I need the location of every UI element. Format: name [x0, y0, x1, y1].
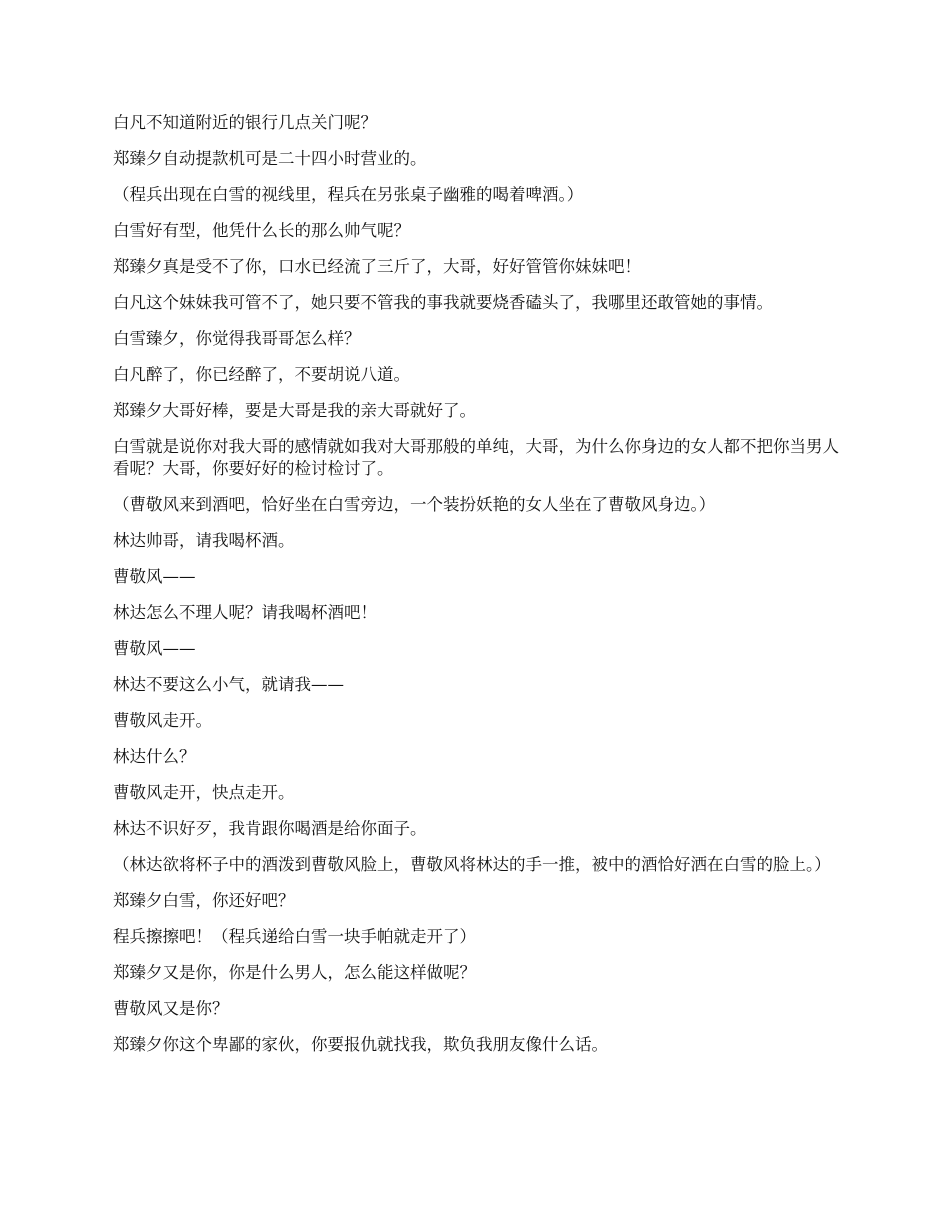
script-line: 郑臻夕白雪，你还好吧？: [113, 891, 295, 910]
script-line: 林达帅哥，请我喝杯酒。: [113, 531, 295, 550]
script-line: 曹敬风又是你？: [113, 999, 229, 1018]
script-line: 林达不识好歹，我肯跟你喝酒是给你面子。: [113, 819, 427, 838]
script-line: 郑臻夕你这个卑鄙的家伙，你要报仇就找我，欺负我朋友像什么话。: [113, 1035, 608, 1054]
script-line: 郑臻夕自动提款机可是二十四小时营业的。: [113, 149, 427, 168]
stage-direction: （曹敬风来到酒吧，恰好坐在白雪旁边，一个装扮妖艳的女人坐在了曹敬风身边。）: [113, 495, 716, 514]
script-line: 白凡不知道附近的银行几点关门呢？: [113, 113, 377, 132]
stage-direction: （程兵出现在白雪的视线里，程兵在另张桌子幽雅的喝着啤酒。）: [113, 185, 584, 204]
script-line: 郑臻夕大哥好棒，要是大哥是我的亲大哥就好了。: [113, 401, 476, 420]
script-line: 林达什么？: [113, 747, 196, 766]
script-line: 白雪好有型，他凭什么长的那么帅气呢？: [113, 221, 410, 240]
script-line: 郑臻夕真是受不了你，口水已经流了三斤了，大哥，好好管管你妹妹吧！: [113, 257, 641, 276]
script-line: 白凡这个妹妹我可管不了，她只要不管我的事我就要烧香磕头了，我哪里还敢管她的事情。: [113, 293, 773, 312]
script-line: 曹敬风——: [113, 639, 196, 658]
script-line: 曹敬风——: [113, 567, 196, 586]
script-line: 郑臻夕又是你，你是什么男人，怎么能这样做呢？: [113, 963, 476, 982]
script-line: 林达怎么不理人呢？请我喝杯酒吧！: [113, 603, 377, 622]
script-line: 白雪就是说你对我大哥的感情就如我对大哥那般的单纯，大哥，为什么你身边的女人都不把你当男人看呢？大哥，你要好好的检讨检讨了。: [113, 437, 839, 478]
script-line: 林达不要这么小气，就请我——: [113, 675, 344, 694]
script-line: 白凡醉了，你已经醉了，不要胡说八道。: [113, 365, 410, 384]
script-line: 程兵擦擦吧！（程兵递给白雪一块手帕就走开了）: [113, 927, 476, 946]
script-line: 白雪臻夕，你觉得我哥哥怎么样？: [113, 329, 361, 348]
script-text: [113, 112, 848, 1070]
script-line: 曹敬风走开，快点走开。: [113, 783, 295, 802]
script-line: 曹敬风走开。: [113, 711, 212, 730]
stage-direction: （林达欲将杯子中的酒泼到曹敬风脸上，曹敬风将林达的手一推，被中的酒恰好洒在白雪的脸上。）: [113, 855, 831, 874]
